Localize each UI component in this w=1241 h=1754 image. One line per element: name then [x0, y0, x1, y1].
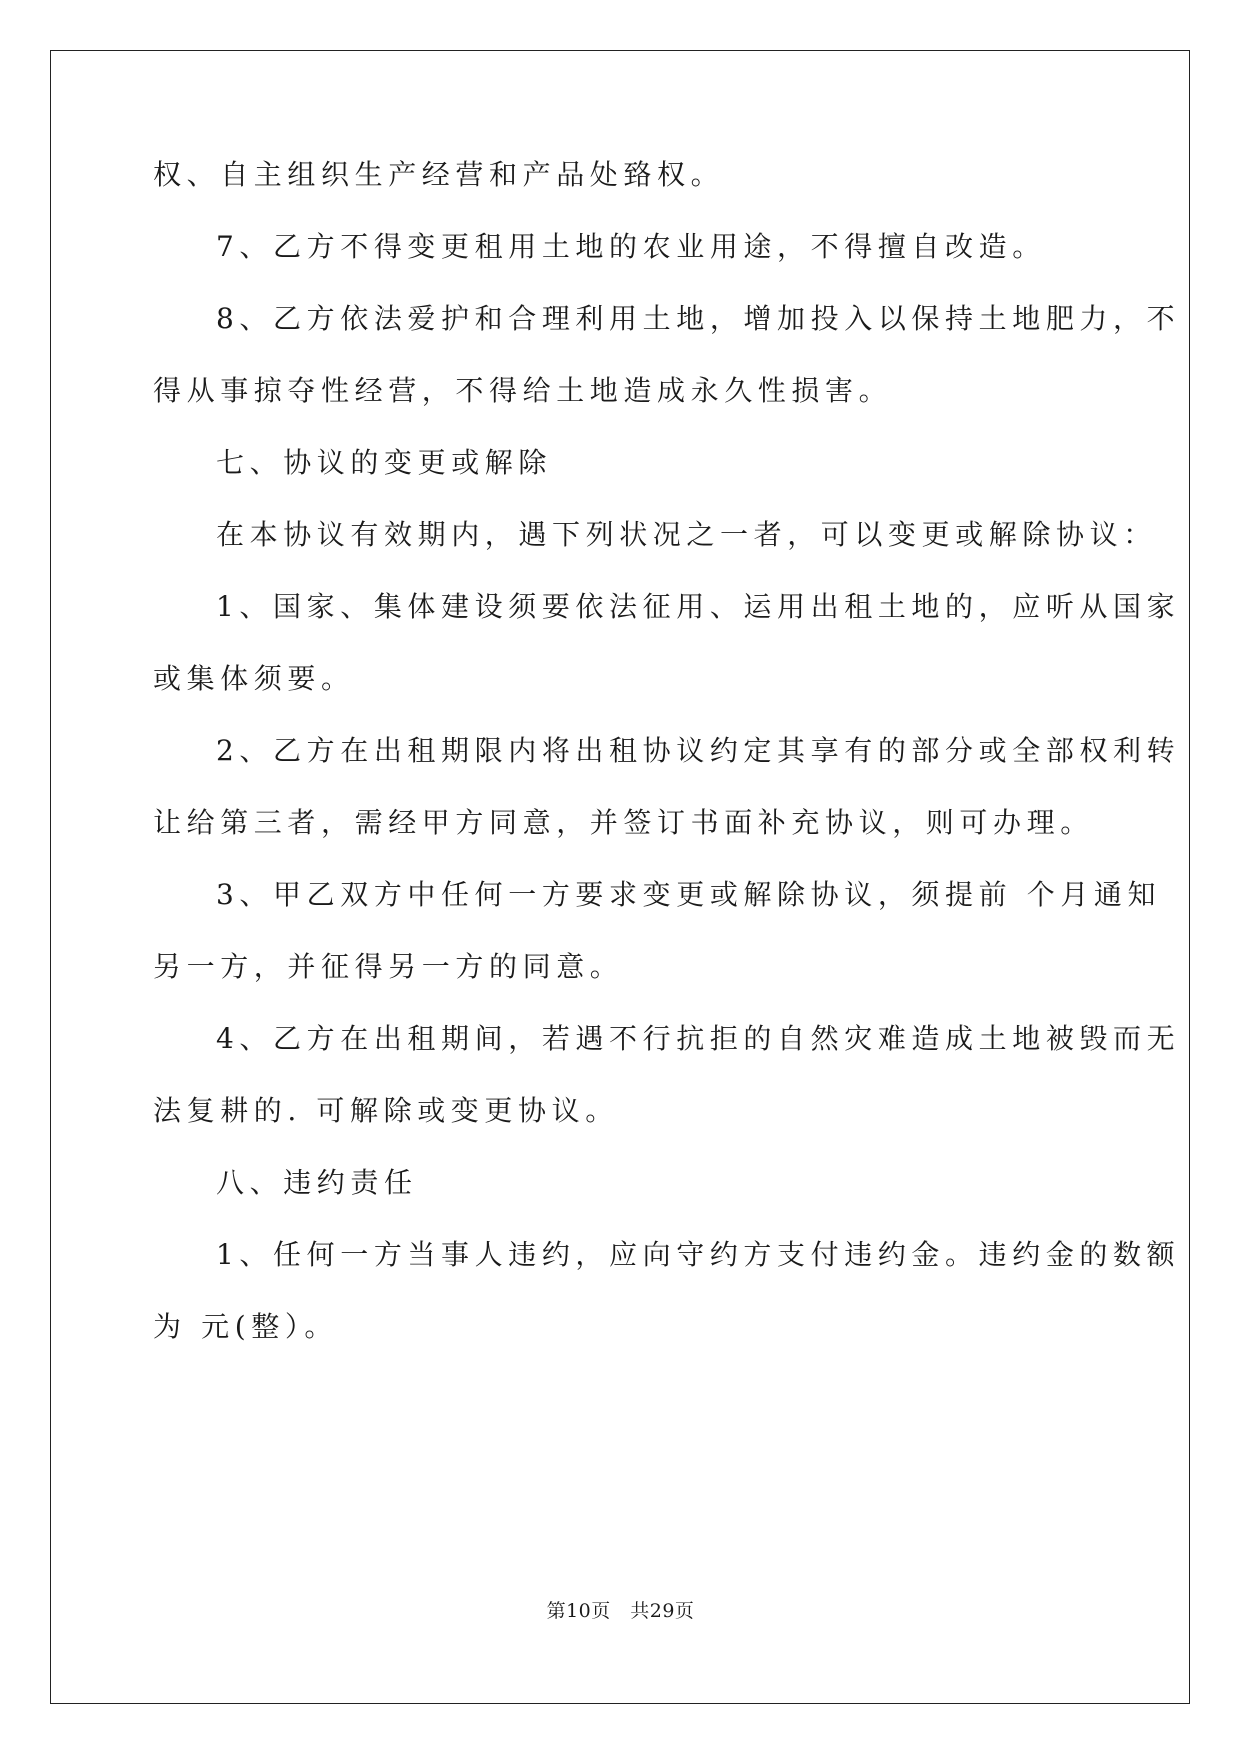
- text-line: 或集体须要。: [153, 662, 355, 695]
- section-heading: 七、协议的变更或解除: [216, 446, 553, 479]
- text-line: 4、乙方在出租期间，若遇不行抗拒的自然灾难造成土地被毁而无: [216, 1022, 1181, 1055]
- section-heading: 八、违约责任: [216, 1166, 418, 1199]
- text-line: 1、国家、集体建设须要依法征用、运用出租土地的，应听从国家: [216, 590, 1181, 623]
- text-line: 得从事掠夺性经营，不得给土地造成永久性损害。: [153, 374, 893, 407]
- text-line: 另一方，并征得另一方的同意。: [153, 950, 624, 983]
- text-line: 7、乙方不得变更租用土地的农业用途，不得擅自改造。: [216, 230, 1046, 263]
- text-line: 让给第三者，需经甲方同意，并签订书面补充协议，则可办理。: [153, 806, 1094, 839]
- page-number: 第10页 共29页: [546, 1600, 695, 1622]
- text-line: 法复耕的. 可解除或变更协议。: [153, 1094, 619, 1127]
- text-line: 1、任何一方当事人违约，应向守约方支付违约金。违约金的数额: [216, 1238, 1181, 1271]
- text-line: 3、甲乙双方中任何一方要求变更或解除协议，须提前 个月通知: [216, 878, 1162, 911]
- text-line: 8、乙方依法爱护和合理利用土地，增加投入以保持土地肥力，不: [216, 302, 1181, 335]
- text-line: 为 元(整）。: [153, 1310, 339, 1343]
- text-line: 权、自主组织生产经营和产品处臵权。: [153, 158, 725, 191]
- text-line: 2、乙方在出租期限内将出租协议约定其享有的部分或全部权利转: [216, 734, 1181, 767]
- text-line: 在本协议有效期内，遇下列状况之一者，可以变更或解除协议：: [216, 518, 1157, 551]
